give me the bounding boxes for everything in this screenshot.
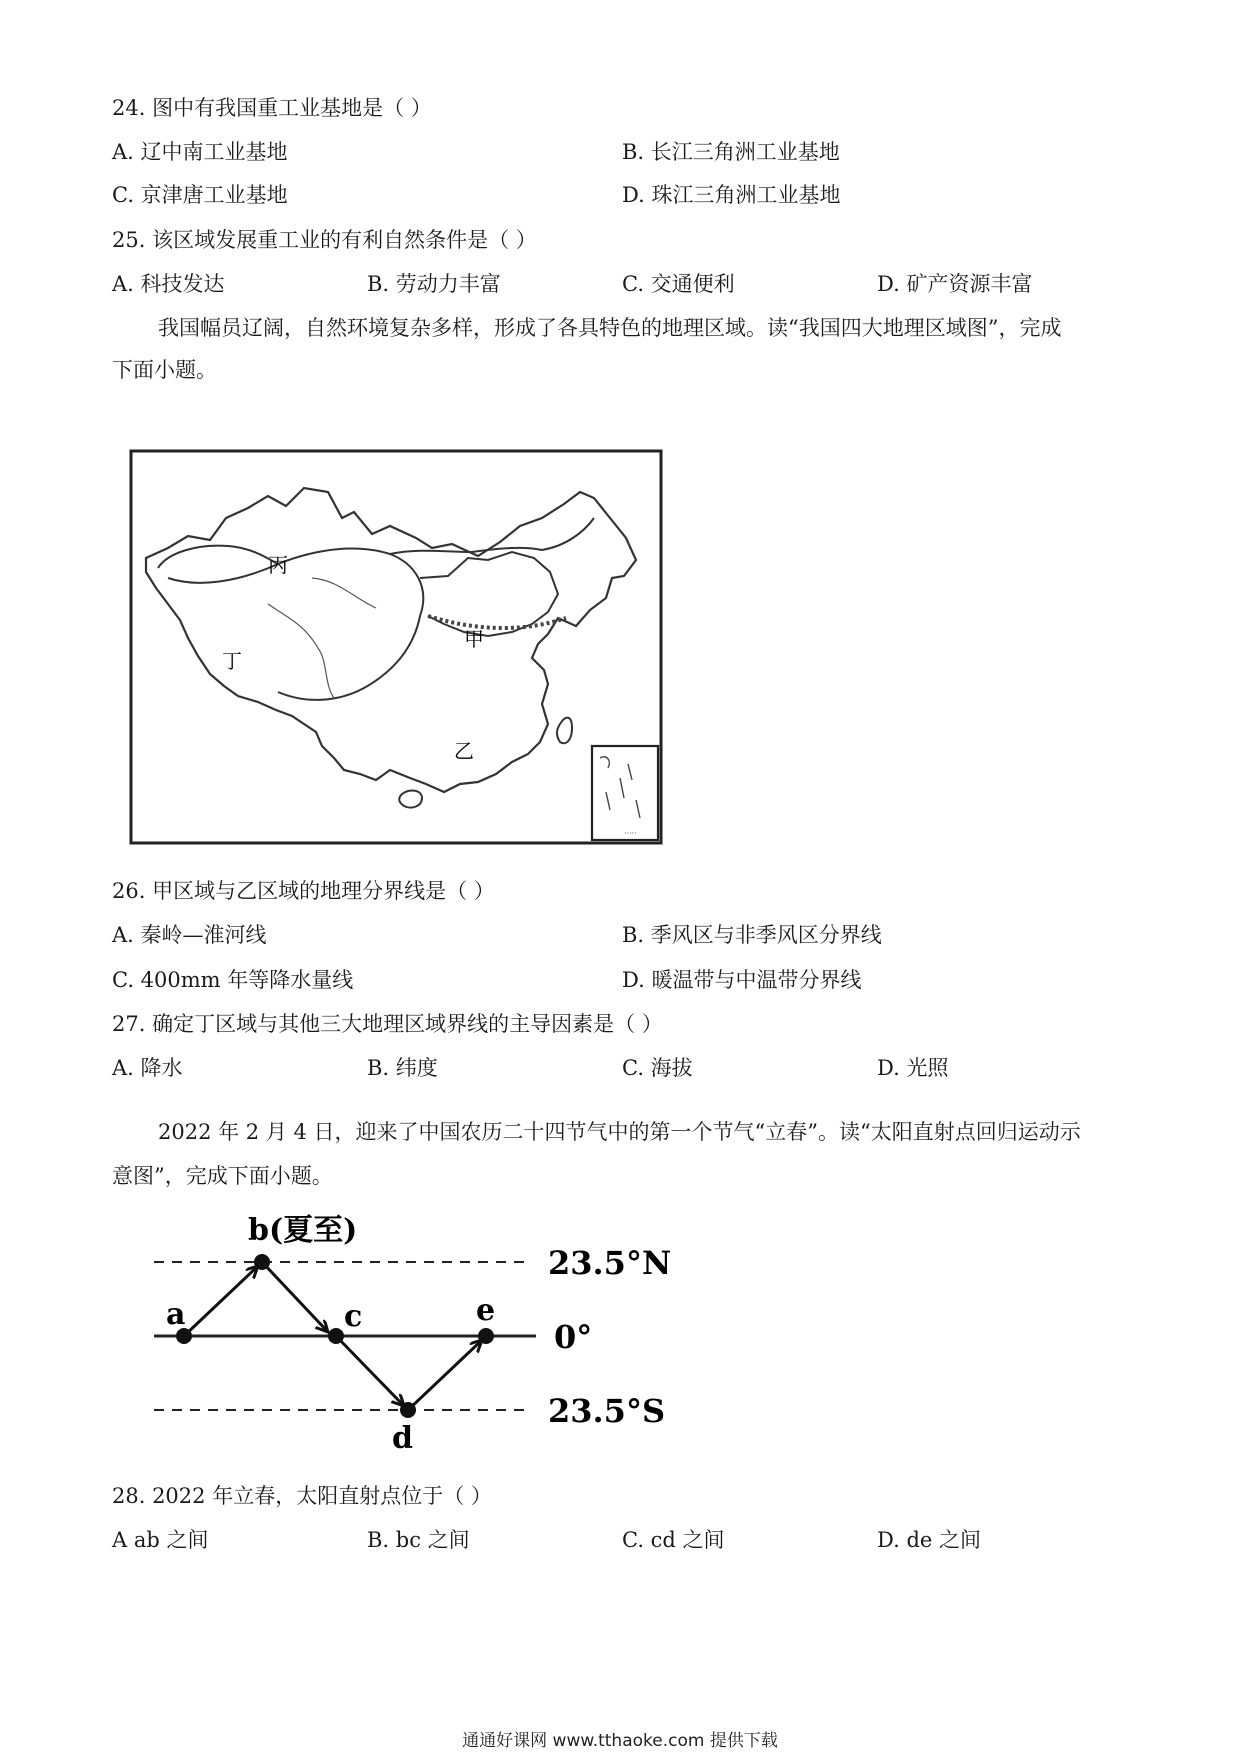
south-china-sea-inset [592, 746, 658, 840]
svg-text:·····: ····· [624, 829, 637, 838]
label-e: e [476, 1293, 496, 1328]
q26-option-c[interactable]: C. 400mm 年等降水量线 [112, 968, 354, 992]
point-b [254, 1254, 270, 1270]
china-regions-map [128, 448, 668, 848]
q25-option-a[interactable]: A. 科技发达 [112, 272, 225, 296]
label-yi: 乙 [454, 739, 474, 763]
label-jia: 甲 [464, 627, 484, 651]
q24-option-d[interactable]: D. 珠江三角洲工业基地 [622, 183, 841, 207]
q25-stem: 25. 该区域发展重工业的有利自然条件是（ ） [112, 228, 537, 252]
q24-option-c[interactable]: C. 京津唐工业基地 [112, 183, 288, 207]
q28-option-d[interactable]: D. de 之间 [877, 1528, 981, 1552]
q28-option-b[interactable]: B. bc 之间 [367, 1528, 470, 1552]
arrow-a-b [184, 1266, 258, 1336]
q25-option-c[interactable]: C. 交通便利 [622, 272, 735, 296]
arrow-c-d [336, 1336, 404, 1406]
q28-option-c[interactable]: C. cd 之间 [622, 1528, 725, 1552]
q27-option-c[interactable]: C. 海拔 [622, 1056, 693, 1080]
q26-stem: 26. 甲区域与乙区域的地理分界线是（ ） [112, 879, 495, 903]
lat-label-0: 0° [554, 1318, 593, 1356]
solar-migration-diagram [140, 1210, 700, 1450]
intro1-line1: 我国幅员辽阔，自然环境复杂多样，形成了各具特色的地理区域。读“我国四大地理区域图”，完成 [158, 316, 1062, 340]
q25-option-d[interactable]: D. 矿产资源丰富 [877, 272, 1033, 296]
q26-option-a[interactable]: A. 秦岭—淮河线 [112, 923, 267, 947]
arrow-d-e [408, 1340, 482, 1410]
point-d [400, 1402, 416, 1418]
q25-option-b[interactable]: B. 劳动力丰富 [367, 272, 501, 296]
q28-stem: 28. 2022 年立春，太阳直射点位于（ ） [112, 1484, 492, 1508]
intro1-line2: 下面小题。 [112, 358, 217, 382]
footer-source: 通通好课网 www.tthaoke.com 提供下载 [462, 1731, 778, 1751]
label-a: a [166, 1297, 186, 1332]
point-c [328, 1328, 344, 1344]
lat-label-s: 23.5°S [548, 1392, 666, 1430]
q26-option-d[interactable]: D. 暖温带与中温带分界线 [622, 968, 862, 992]
q28-option-a[interactable]: A ab 之间 [112, 1528, 209, 1552]
q27-option-d[interactable]: D. 光照 [877, 1056, 949, 1080]
intro2-line1: 2022 年 2 月 4 日，迎来了中国农历二十四节气中的第一个节气“立春”。读“太阳直射点回归运动示 [158, 1120, 1081, 1144]
q27-option-a[interactable]: A. 降水 [112, 1056, 183, 1080]
lat-label-n: 23.5°N [548, 1244, 672, 1282]
q27-stem: 27. 确定丁区域与其他三大地理区域界线的主导因素是（ ） [112, 1012, 663, 1036]
arrow-b-c [262, 1262, 328, 1332]
intro2-line2: 意图”，完成下面小题。 [112, 1164, 333, 1188]
label-b: b(夏至) [248, 1213, 358, 1248]
label-bing: 丙 [268, 553, 288, 577]
label-ding: 丁 [222, 649, 242, 673]
label-d: d [392, 1421, 413, 1450]
q24-option-b[interactable]: B. 长江三角洲工业基地 [622, 140, 840, 164]
q24-option-a[interactable]: A. 辽中南工业基地 [112, 140, 288, 164]
q27-option-b[interactable]: B. 纬度 [367, 1056, 438, 1080]
point-e [478, 1328, 494, 1344]
q26-option-b[interactable]: B. 季风区与非季风区分界线 [622, 923, 882, 947]
q24-stem: 24. 图中有我国重工业基地是（ ） [112, 96, 432, 120]
label-c: c [344, 1299, 363, 1334]
